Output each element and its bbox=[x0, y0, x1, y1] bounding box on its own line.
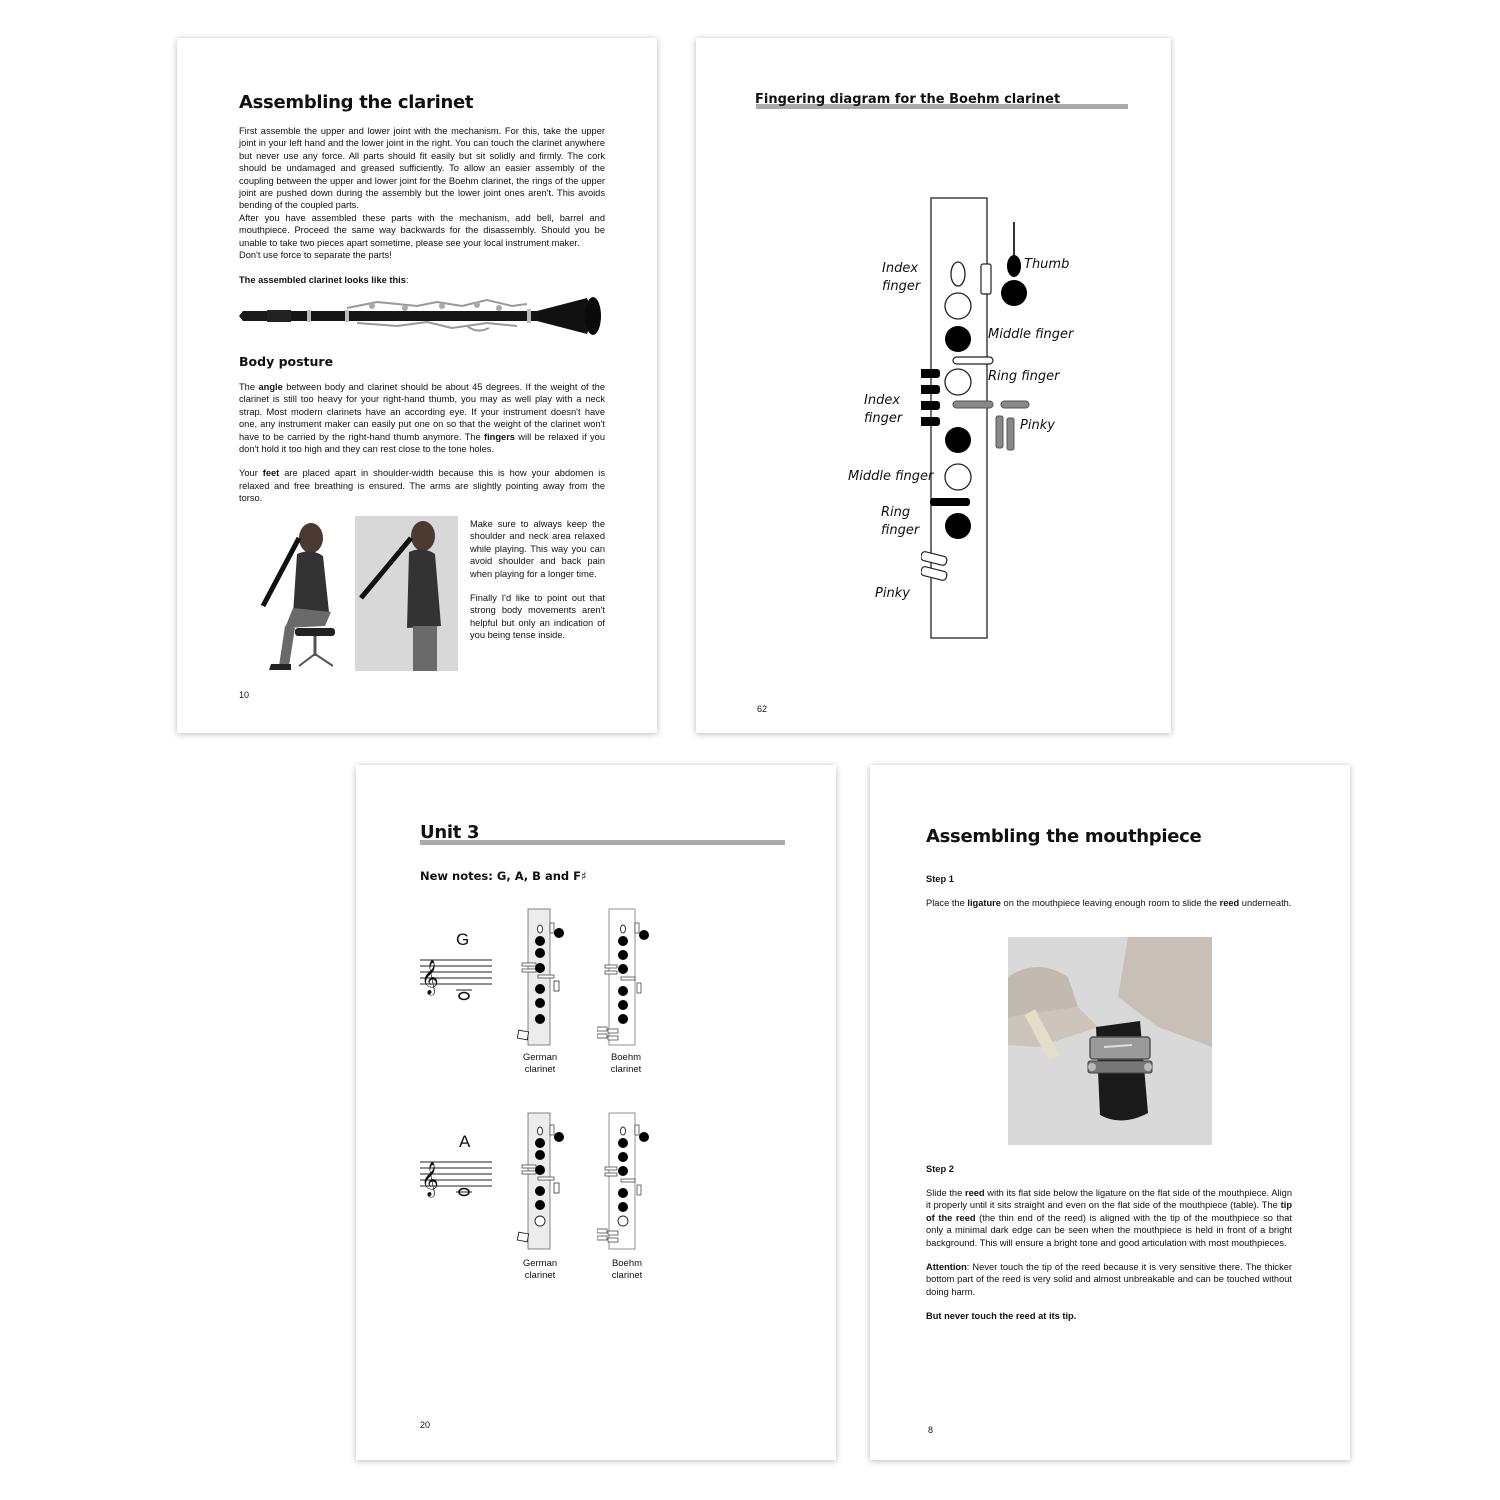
page-number: 8 bbox=[928, 1425, 934, 1435]
german-fingering-g bbox=[516, 907, 576, 1047]
step-2-text: Slide the reed with its flat side below the ligature on the flat side of the mouthpiece. Align it properly until it sits straight and even on the flat side of the mouthpiece (table). The tip of the reed (the thin end of the reed) is aligned with the tip of the mouthpiece so that only a minimal dark edge can be seen when the mouthpiece is held in front of a bright background. This will ensure a bright tone and good articulation with most mouthpieces. Attention: Never touch the tip of the reed because it is very sensitive there. The thicker bottom part of the reed is very solid and almost unbreakable and can be touched without doing harm. But never touch the reed at its tip. bbox=[926, 1188, 1293, 1322]
caption-german: German clarinet bbox=[522, 1258, 558, 1281]
assembly-text bbox=[239, 125, 605, 261]
caption-german: German clarinet bbox=[522, 1052, 558, 1075]
label-ring-finger-bottom: Ring finger bbox=[881, 505, 920, 538]
page-number: 20 bbox=[420, 1420, 431, 1430]
label-thumb: Thumb bbox=[1024, 257, 1070, 272]
subtitle: New notes: G, A, B and F♯ bbox=[420, 869, 587, 883]
sidebar-text bbox=[470, 518, 605, 642]
page-title: Unit 3 bbox=[420, 822, 480, 843]
paragraph: The angle between body and clarinet should be about 45 degrees. If the weight of the clarinet is still too heavy for your right-hand thumb, you may as well play with a neck strap. Most modern clarinets have an according eye. If your instrument doesn't have one, any instrument maker can easily put one on so that the weight of the clarinet won't have to be carried by the right-hand thumb anymore. The fingers will be relaxed if you don't hold it too high and they can rest close to the tone holes. bbox=[239, 382, 605, 455]
paragraph: First assemble the upper and lower joint with the mechanism. For this, take the upper joint in your left hand and the lower joint in the right. You can touch the clarinet anywhere but never use any force. All parts should fit easily but sit solidly and firmly. The cork should be undamaged and greased sufficiently. To allow an easier assembly of the coupling between the upper and lower joint for the Boehm clarinet, the rings of the upper joint are pushed down during the assembly but the lower joint ones aren't. This avoids bending of the coupled parts. bbox=[239, 126, 605, 211]
step-2-heading: Step 2 bbox=[926, 1164, 954, 1174]
label-index-finger-top: Index finger bbox=[882, 261, 921, 294]
step-1-heading: Step 1 bbox=[926, 874, 954, 884]
note-name-a: A bbox=[459, 1132, 471, 1151]
staff-g bbox=[418, 955, 498, 1005]
mouthpiece-photo bbox=[1008, 937, 1212, 1145]
page-fingering-diagram bbox=[696, 38, 1171, 733]
page-title: Assembling the clarinet bbox=[239, 92, 474, 113]
step-1-text: Place the ligature on the mouthpiece leaving enough room to slide the reed underneath. bbox=[926, 898, 1292, 908]
page-assembling-clarinet bbox=[177, 38, 657, 733]
boehm-fingering-a bbox=[597, 1111, 657, 1251]
page-title: Fingering diagram for the Boehm clarinet bbox=[755, 92, 1061, 107]
svg-text:𝄞: 𝄞 bbox=[421, 960, 439, 995]
caption-boehm: Boehm clarinet bbox=[610, 1052, 642, 1075]
page-unit-3 bbox=[356, 765, 836, 1460]
svg-text:𝄞: 𝄞 bbox=[421, 1162, 439, 1197]
page-number: 62 bbox=[757, 704, 768, 714]
page-number: 10 bbox=[239, 690, 250, 700]
section-heading: Body posture bbox=[239, 354, 334, 369]
page-assembling-mouthpiece bbox=[870, 765, 1350, 1460]
assembled-label: The assembled clarinet looks like this: bbox=[239, 275, 409, 285]
label-middle-finger-top: Middle finger bbox=[988, 327, 1074, 342]
label-pinky-bottom: Pinky bbox=[875, 586, 910, 601]
boehm-fingering-g bbox=[597, 907, 657, 1047]
paragraph: Your feet are placed apart in shoulder-width because this is how your abdomen is relaxed and free breathing is ensured. The arms are slightly pointing away from the torso. bbox=[239, 468, 606, 504]
paragraph: Make sure to always keep the shoulder and neck area relaxed while playing. This way you can avoid shoulder and back pain when playing for a longer time. bbox=[470, 519, 605, 579]
seated-player-photo bbox=[253, 516, 343, 671]
caption-boehm: Boehm clarinet bbox=[611, 1258, 643, 1281]
label-ring-finger-top: Ring finger bbox=[988, 369, 1060, 384]
label-pinky-right: Pinky bbox=[1020, 418, 1055, 433]
posture-text bbox=[239, 381, 605, 505]
note-name-g: G bbox=[456, 930, 470, 949]
label-index-finger-bottom: Index finger bbox=[864, 393, 903, 426]
paragraph: After you have assembled these parts with the mechanism, add bell, barrel and mouthpiece. Proceed the same way backwards for the disassembly. Should you be unable to take two pieces apart sometime, please see your local instrument maker. bbox=[239, 212, 605, 248]
page-title: Assembling the mouthpiece bbox=[926, 826, 1202, 847]
paragraph: Finally I'd like to point out that strong body movements aren't helpful but only an indication of you being tense inside. bbox=[470, 593, 605, 641]
paragraph: Don't use force to separate the parts! bbox=[239, 250, 392, 261]
german-fingering-a bbox=[516, 1111, 576, 1251]
clarinet-photo bbox=[237, 290, 607, 340]
staff-a bbox=[418, 1157, 498, 1207]
label-middle-finger-bottom: Middle finger bbox=[848, 469, 934, 484]
standing-player-photo bbox=[355, 516, 458, 671]
